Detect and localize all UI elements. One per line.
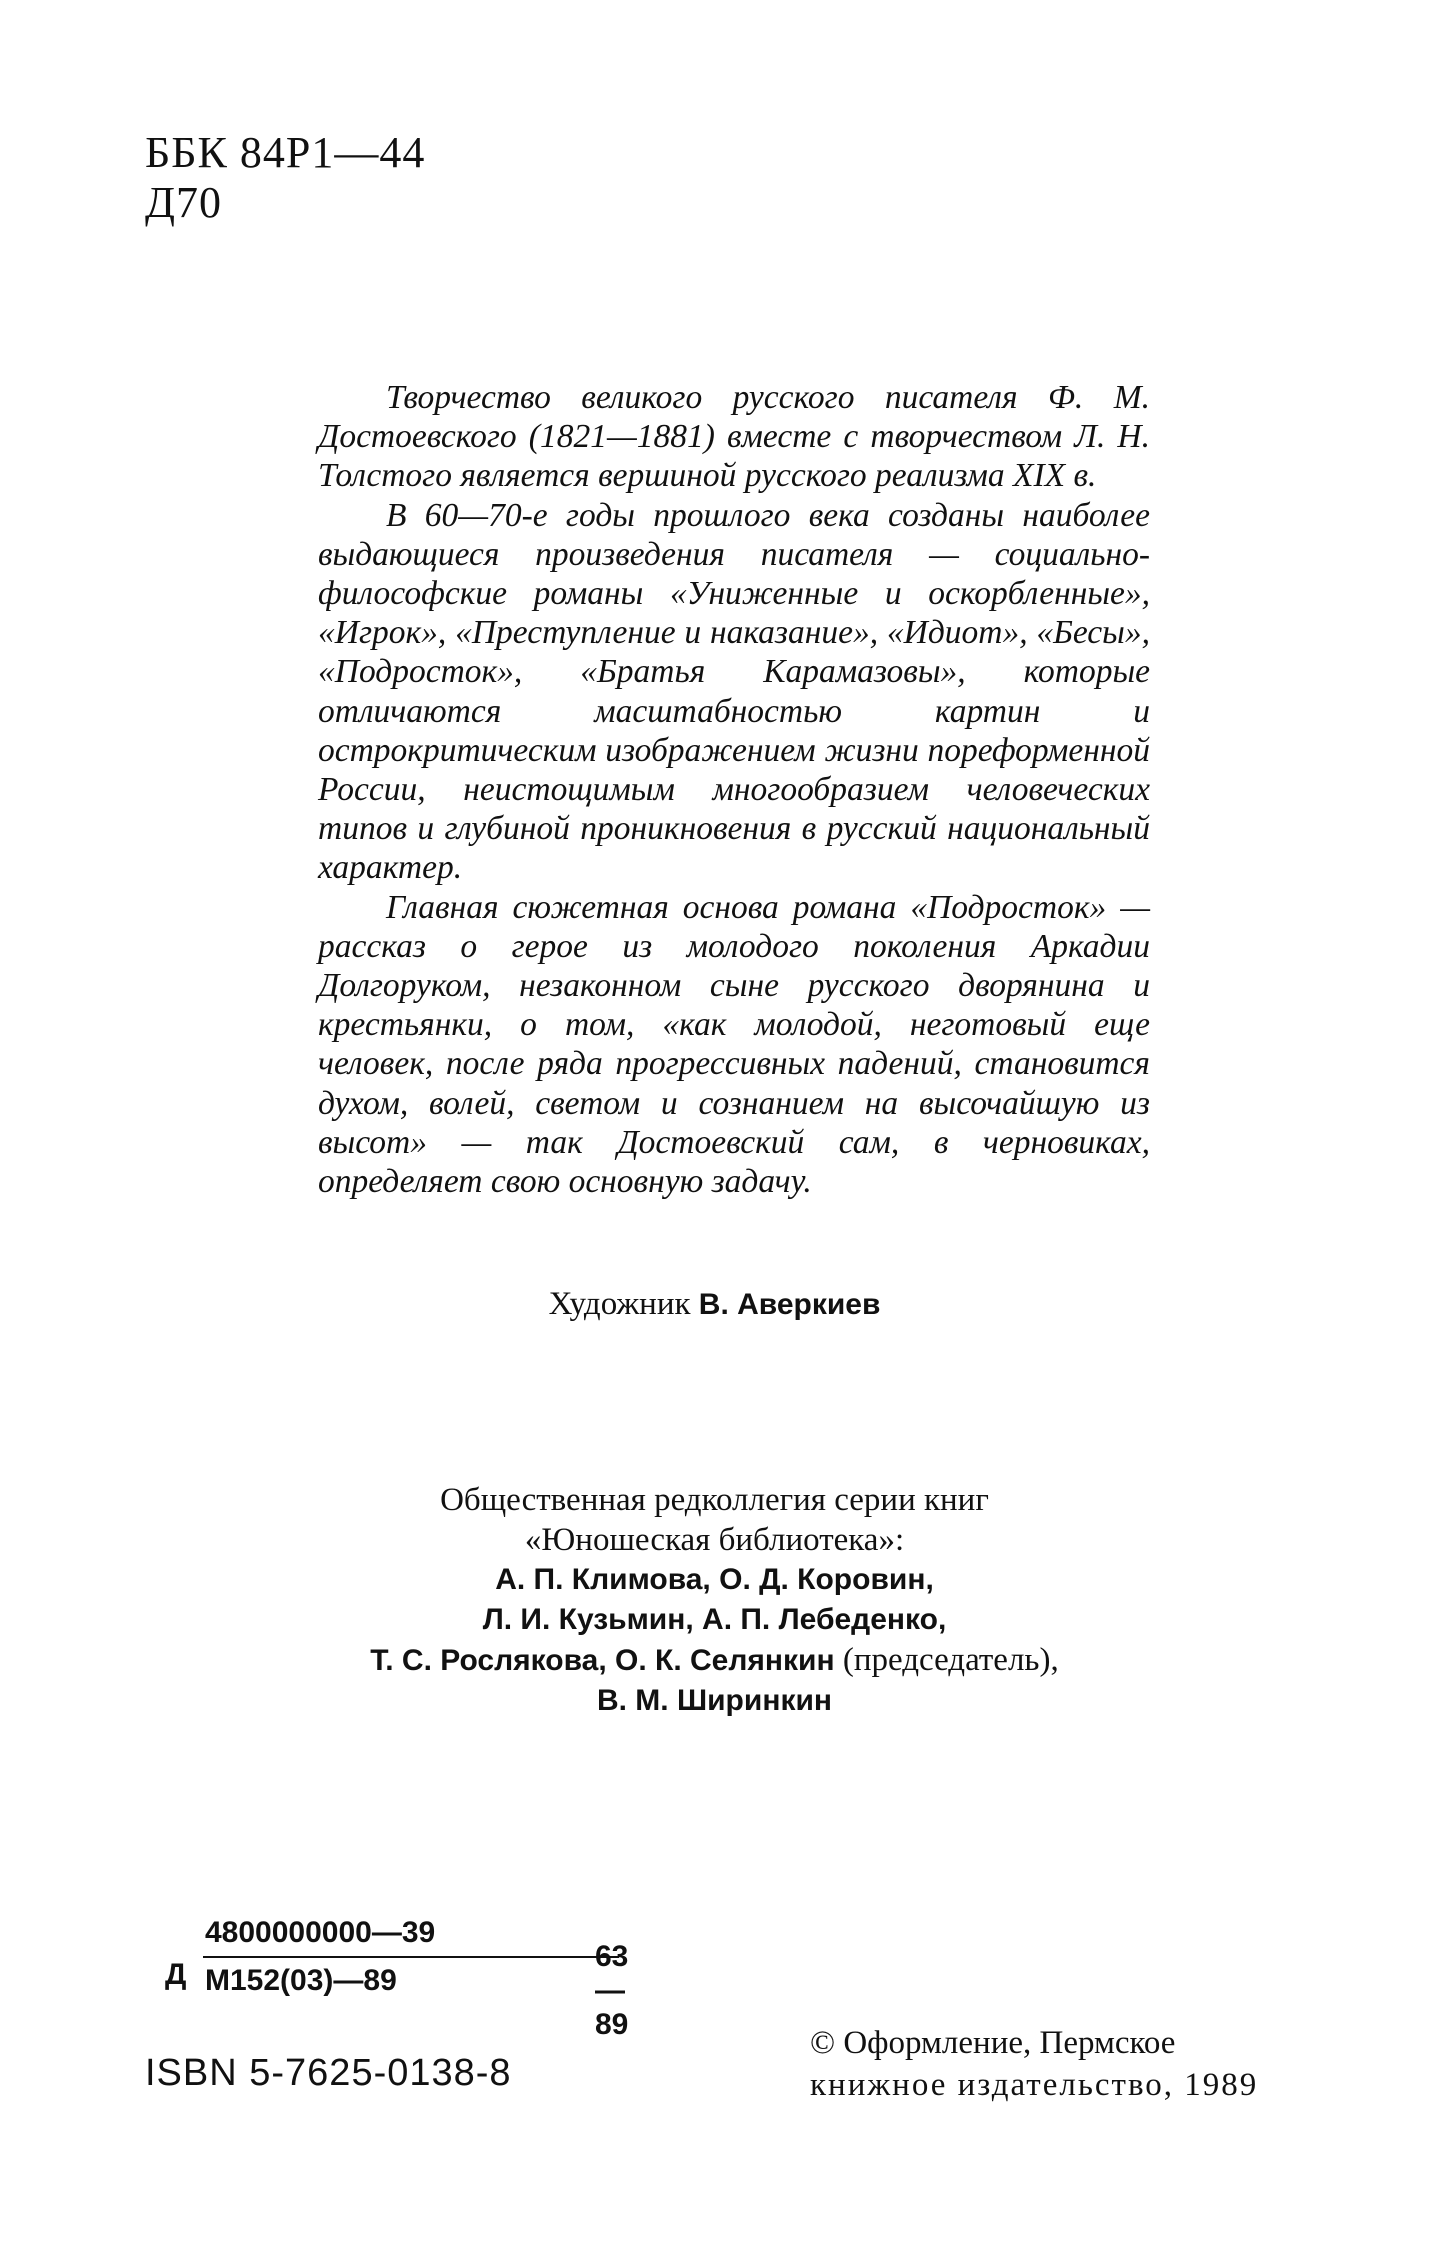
series-title: «Юношеская библиотека»: [524, 1522, 905, 1558]
catalog-denominator: М152(03)—89 [205, 1964, 397, 1997]
catalog-numerator: 4800000000—39 [205, 1916, 436, 1949]
bbk-code: ББК 84Р1—44 [145, 128, 426, 177]
board-intro: Общественная редколлегия серии книг [440, 1482, 989, 1518]
board-members-row [0, 1640, 1429, 1681]
board-members: А. П. Климова, О. Д. Коровин, [495, 1563, 934, 1596]
board-members: Л. И. Кузьмин, А. П. Лебеденко, [482, 1603, 947, 1636]
copyright-line: © Оформление, Пермское [810, 2025, 1176, 2061]
classification-block [145, 128, 425, 228]
fraction-rule [203, 1956, 619, 1958]
board-members: Т. С. Рослякова, О. К. Селянкин [370, 1644, 835, 1677]
catalog-suffix: 63—89 [595, 1940, 629, 2041]
copyright-line: книжное издательство, 1989 [810, 2067, 1259, 2103]
artist-name: В. Аверкиев [698, 1288, 881, 1321]
artist-label: Художник [548, 1286, 691, 1322]
annotation-paragraph: В 60—70-е годы прошлого века созданы наиболее выдающиеся произведения писателя — социально-философские романы «Униженные и оскорбленные», «Игрок», «Преступление и наказание», «Идиот», «Бесы», «Подросток», «Братья Карамазовы», которые отличаются масштабностью картин и острокритическим изображением жизни пореформенной России, неистощимым многообразием человеческих типов и глубиной проникновения в русский национальный характер. [318, 496, 1150, 887]
board-members: В. М. Ширинкин [596, 1684, 833, 1717]
catalog-letter: Д [165, 1958, 187, 1991]
annotation-paragraph: Творчество великого русского писателя Ф. М. Достоевского (1821—1881) вместе с творчеством Л. Н. Толстого является вершиной русского реализма XIX в. [318, 379, 1150, 495]
artist-credit [0, 1286, 1429, 1323]
chair-role: (председатель), [842, 1642, 1059, 1678]
catalog-code [165, 1916, 629, 2041]
annotation-paragraph: Главная сюжетная основа романа «Подросток» — рассказ о герое из молодого поколения Аркадии Долгоруком, незаконном сыне русского дворянина и крестьянки, о том, «как молодой, неготовый еще человек, после ряда прогрессивных падений, становится духом, волей, светом и сознанием на высочайшую из высот» — так Достоевский сам, в черновиках, определяет свою основную задачу. [318, 888, 1150, 1201]
copyright [810, 2022, 1310, 2106]
annotation [318, 378, 1150, 1201]
author-mark: Д70 [145, 178, 223, 227]
isbn: ISBN 5-7625-0138-8 [145, 2052, 512, 2094]
editorial-board [0, 1480, 1429, 1721]
